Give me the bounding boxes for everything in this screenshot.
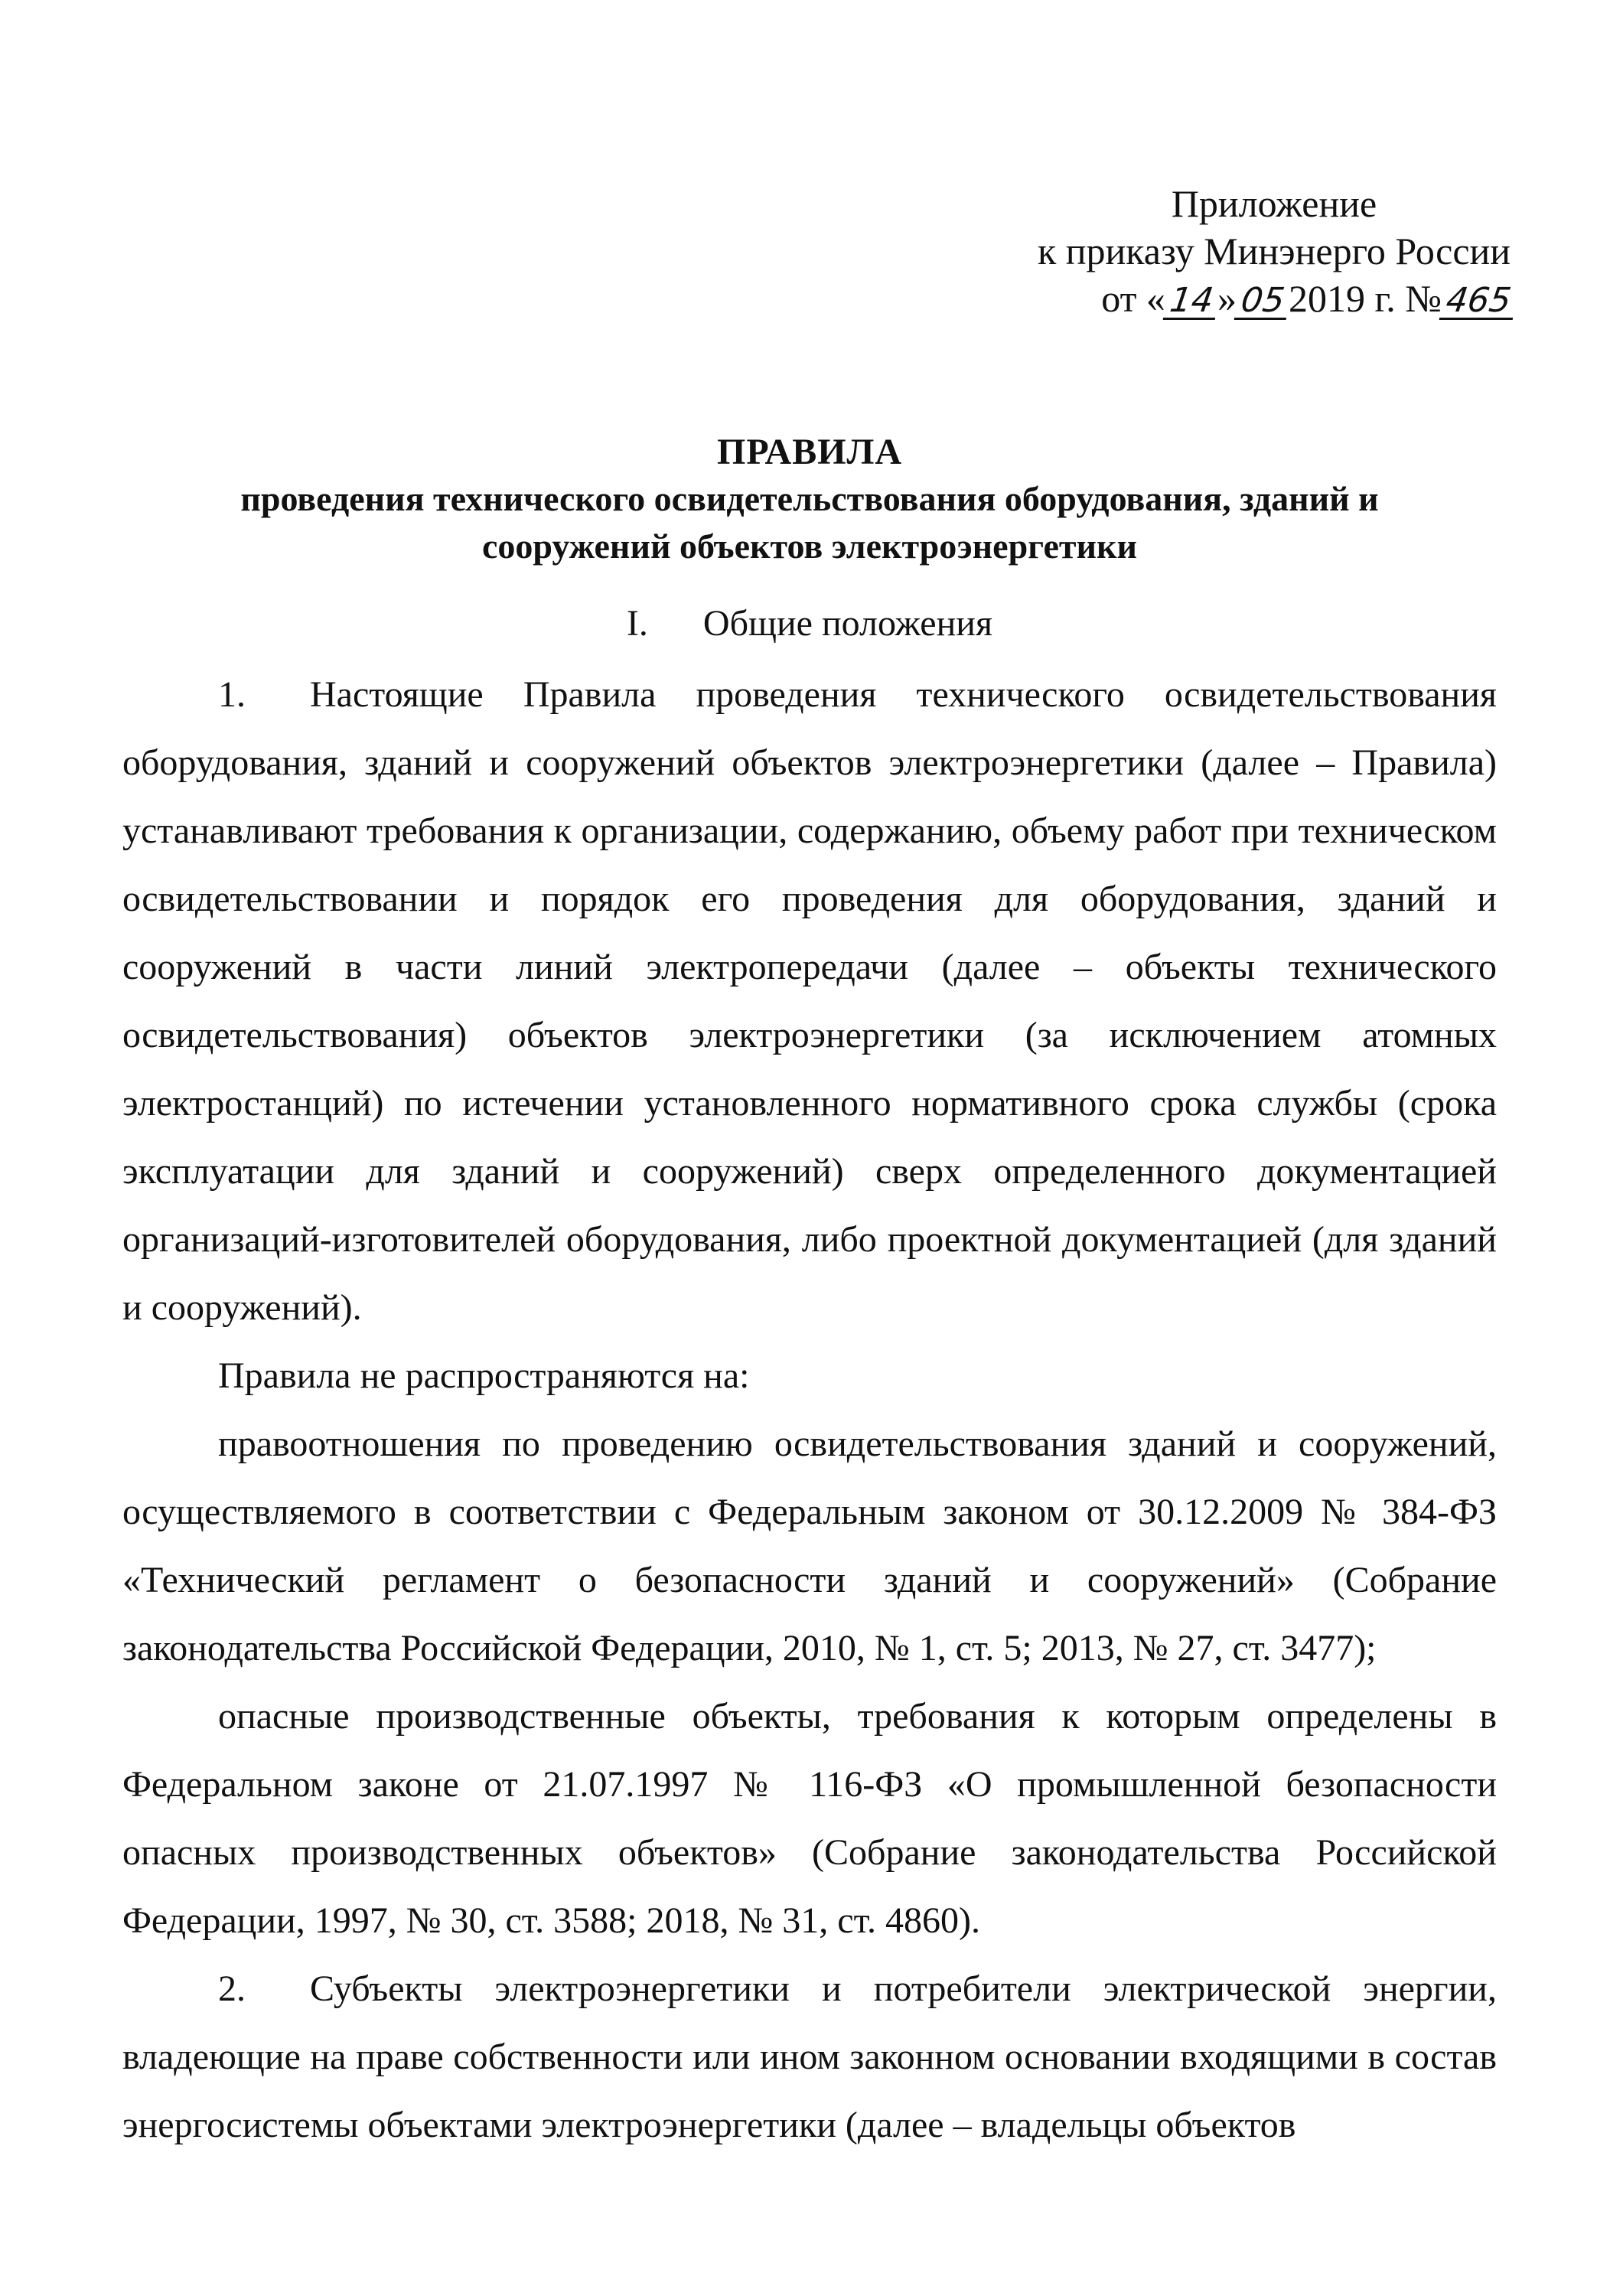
paragraph-text: Субъекты электроэнергетики и потребители электрической энергии, владеющие на праве собственности или ином законном основании входящими в состав энергосистемы объектами электроэнергетики (далее – владельцы объектов xyxy=(122,1968,1497,2145)
appendix-line-1: Приложение xyxy=(1171,182,1377,225)
appendix-line-2: к приказу Минэнерго России xyxy=(1037,230,1511,272)
paragraph-number: 1. xyxy=(218,674,246,715)
section-title: Общие положения xyxy=(702,603,993,644)
date-prefix: от « xyxy=(1101,277,1165,320)
paragraph-exclusion-hazardous: опасные производственные объекты, требования к которым определены в Федеральном законе от 21.07.1997 № 116-ФЗ «О промышленной безопасности опасных производственных объектов» (Собрание законодательства Российской Федерации, 1997, № 30, ст. 3588; 2018, № 31, ст. 4860). xyxy=(122,1696,1497,1941)
date-mid: » xyxy=(1217,277,1237,320)
paragraph-number: 2. xyxy=(218,1968,246,2009)
date-year: 2019 г. № xyxy=(1288,277,1442,320)
document-subtitle: проведения технического освидетельствования оборудования, зданий и сооружений объектов электроэнергетики xyxy=(240,479,1379,566)
paragraph-text: Настоящие Правила проведения технического освидетельствования оборудования, зданий и сооружений объектов электроэнергетики (далее – Правила) устанавливают требования к организации, содержанию, объему работ при техническом освидетельствовании и порядок его проведения для оборудования, зданий и сооружений в части линий электропередачи (далее – объекты технического освидетельствования) объектов электроэнергетики (за исключением атомных электростанций) по истечении установленного нормативного срока службы (срока эксплуатации для зданий и сооружений) сверх определенного документацией организаций-изготовителей оборудования, либо проектной документацией (для зданий и сооружений). xyxy=(122,674,1497,1328)
paragraph-2 xyxy=(122,1955,1497,2159)
paragraph-exclusions-intro: Правила не распространяются на: xyxy=(218,1355,750,1396)
section-heading xyxy=(122,587,1497,660)
paragraph-1 xyxy=(122,660,1497,1342)
section-number: I. xyxy=(626,603,648,644)
appendix-line-3 xyxy=(1025,275,1523,322)
document-title: ПРАВИЛА xyxy=(717,432,902,472)
handwritten-day: 14 xyxy=(1163,284,1221,320)
paragraph-exclusion-buildings: правоотношения по проведению освидетельствования зданий и сооружений, осуществляемого в соответствии с Федеральным законом от 30.12.2009 № 384-ФЗ «Технический регламент о безопасности зданий и сооружений» (Собрание законодательства Российской Федерации, 2010, № 1, ст. 5; 2013, № 27, ст. 3477); xyxy=(122,1424,1497,1668)
appendix-header xyxy=(1025,180,1523,322)
handwritten-order-number: 465 xyxy=(1439,284,1518,320)
handwritten-month: 05 xyxy=(1234,284,1292,320)
